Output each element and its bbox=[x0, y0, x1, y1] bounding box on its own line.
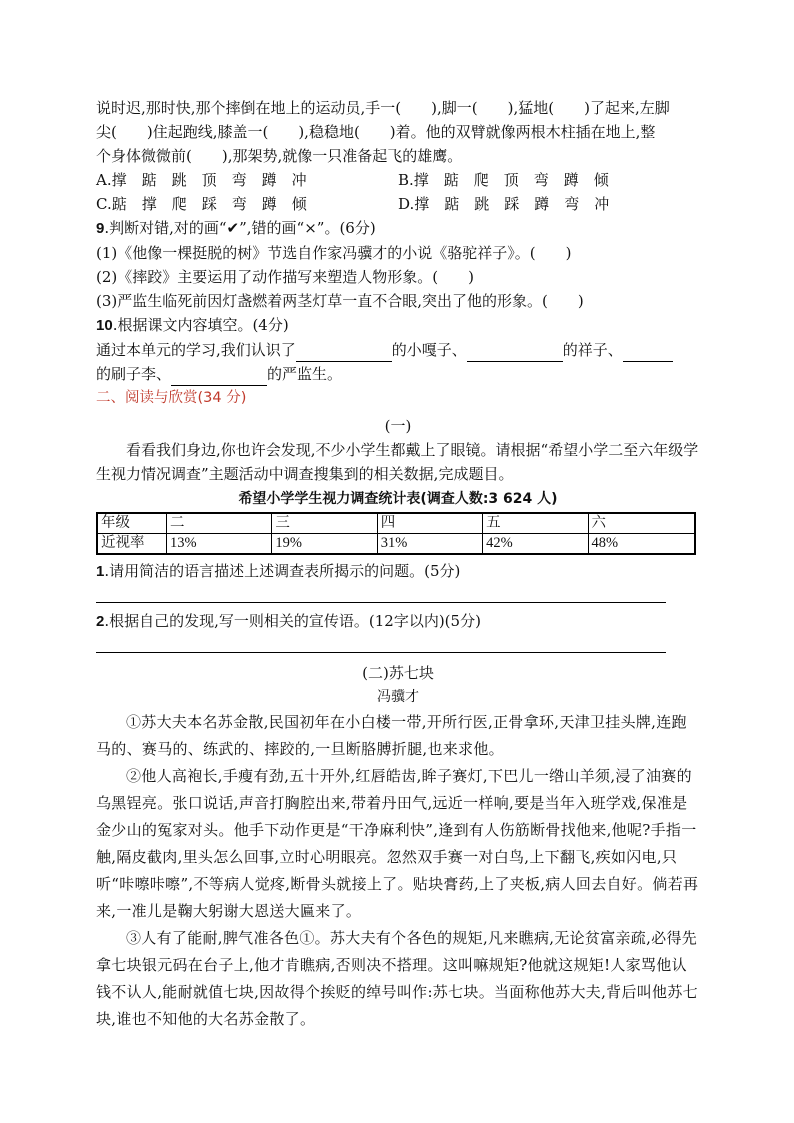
q9-item-1[interactable]: (1)《他像一棵挺脱的树》节选自作家冯骥才的小说《骆驼祥子》。( ) bbox=[96, 244, 572, 262]
vision-table bbox=[96, 512, 696, 555]
q9-item-3[interactable]: (3)严监生临死前因灯盏燃着两茎灯草一直不合眼,突出了他的形象。( ) bbox=[96, 292, 584, 310]
q10-text: 的刷子李、 bbox=[96, 365, 172, 383]
reading-1-heading: (一) bbox=[384, 417, 412, 435]
q9-stem bbox=[96, 216, 700, 241]
q2-text: .根据自己的发现,写一则相关的宣传语。(12字以内)(5分) bbox=[104, 612, 481, 630]
table-cell: 近视率 bbox=[97, 534, 167, 555]
reading-1-intro: 看看我们身边,你也许会发现,不少小学生都戴上了眼镜。请根据“希望小学二至六年级学生视力情况调查”主题活动中调查搜集到的相关数据,完成题目。 bbox=[96, 441, 699, 483]
table-cell: 19% bbox=[272, 534, 377, 555]
reading-1-q1 bbox=[96, 559, 700, 584]
q10-text: 的小嘎子、 bbox=[391, 341, 467, 359]
answer-line-2[interactable] bbox=[96, 634, 666, 653]
reading-2 bbox=[96, 661, 700, 1033]
table-cell: 五 bbox=[483, 513, 588, 534]
q10-fill-line-2 bbox=[96, 362, 700, 386]
q8-line-1: 说时迟,那时快,那个摔倒在地上的运动员,手一( ),脚一( ),猛地( )了起来,左脚 bbox=[96, 99, 670, 117]
reading-1 bbox=[96, 414, 700, 653]
table-cell: 13% bbox=[167, 534, 272, 555]
q10-stem bbox=[96, 313, 700, 338]
table-cell: 年级 bbox=[97, 513, 167, 534]
table-cell: 二 bbox=[167, 513, 272, 534]
q10-text: 的严监生。 bbox=[267, 365, 343, 383]
q8-line-3: 个身体微微前( ),那架势,就像一只准备起飞的雄鹰。 bbox=[96, 147, 463, 165]
reading-1-q2 bbox=[96, 609, 700, 634]
q8-options-row-1 bbox=[96, 168, 700, 192]
q9-item-2[interactable]: (2)《摔跤》主要运用了动作描写来塑造人物形象。( ) bbox=[96, 268, 474, 286]
q8-line-2: 尖( )住起跑线,膝盖一( ),稳稳地( )着。他的双臂就像两根木柱插在地上,整 bbox=[96, 123, 656, 141]
q9-stem-text: .判断对错,对的画“✔”,错的画“×”。(6分) bbox=[104, 219, 376, 237]
story-paragraph-1: ①苏大夫本名苏金散,民国初年在小白楼一带,开所行医,正骨拿环,天津卫挂头牌,连跑马的、赛马的、练武的、摔跤的,一旦断胳膊折腿,也来求他。 bbox=[96, 713, 687, 758]
q1-number: 1 bbox=[96, 563, 105, 580]
option-d[interactable]: D.撑 踮 跳 踩 蹲 弯 冲 bbox=[398, 195, 610, 213]
q9-number: 9 bbox=[96, 220, 105, 237]
section-2-title: 二、阅读与欣赏(34 分) bbox=[96, 390, 247, 406]
reading-2-author: 冯骥才 bbox=[377, 689, 419, 705]
q10-stem-text: .根据课文内容填空。(4分) bbox=[112, 316, 289, 334]
option-a[interactable]: A.撑 踮 跳 顶 弯 蹲 冲 bbox=[96, 171, 307, 189]
story-paragraph-3: ③人有了能耐,脾气准各色①。苏大夫有个各色的规矩,凡来瞧病,无论贫富亲疏,必得先拿七块银元码在台子上,他才肯瞧病,否则决不搭理。这叫嘛规矩?他就这规矩!人家骂他认钱不认人,能耐就值七块,因故得个挨贬的绰号叫作:苏七块。当面称他苏大夫,背后叫他苏七块,谁也不知他的大名苏金散了。 bbox=[96, 929, 698, 1028]
table-cell: 四 bbox=[377, 513, 482, 534]
reading-2-title: (二)苏七块 bbox=[362, 664, 434, 682]
table-cell: 六 bbox=[588, 513, 695, 534]
q1-text: .请用简洁的语言描述上述调查表所揭示的问题。(5分) bbox=[104, 562, 461, 580]
q10-text: 的祥子、 bbox=[562, 341, 623, 359]
blank-4[interactable] bbox=[171, 367, 267, 386]
blank-1[interactable] bbox=[296, 343, 392, 362]
exam-page bbox=[96, 96, 700, 1033]
option-c[interactable]: C.踮 撑 爬 踩 弯 蹲 倾 bbox=[96, 195, 307, 213]
q10-text: 通过本单元的学习,我们认识了 bbox=[96, 341, 296, 359]
table-header-row bbox=[97, 513, 695, 534]
option-b[interactable]: B.撑 踮 爬 顶 弯 蹲 倾 bbox=[398, 171, 609, 189]
answer-line-1[interactable] bbox=[96, 584, 666, 603]
blank-2[interactable] bbox=[467, 343, 563, 362]
question-10 bbox=[96, 313, 700, 386]
q8-options-row-2 bbox=[96, 192, 700, 216]
q2-number: 2 bbox=[96, 613, 105, 630]
table-cell: 31% bbox=[377, 534, 482, 555]
story-paragraph-2: ②他人高袍长,手瘦有劲,五十开外,红唇皓齿,眸子赛灯,下巴儿一绺山羊须,浸了油赛的乌黑锃亮。张口说话,声音打胸腔出来,带着丹田气,远近一样响,要是当年入班学戏,保准是金少山的冤家对头。他手下动作更是“干净麻利快”,逢到有人伤筋断骨找他来,他呢?手指一触,隔皮截肉,里头怎么回事,立时心明眼亮。忽然双手赛一对白鸟,上下翻飞,疾如闪电,只听“咔嚓咔嚓”,不等病人觉疼,断骨头就接上了。贴块膏药,上了夹板,病人回去自好。倘若再来,一准儿是鞠大躬谢大恩送大匾来了。 bbox=[96, 767, 699, 920]
q10-fill-line-1 bbox=[96, 338, 700, 362]
table-row bbox=[97, 534, 695, 555]
table-cell: 48% bbox=[588, 534, 695, 555]
blank-3[interactable] bbox=[623, 343, 673, 362]
q10-number: 10 bbox=[96, 317, 113, 334]
table-title: 希望小学学生视力调查统计表(调查人数:3 624 人) bbox=[238, 491, 558, 507]
question-8-passage bbox=[96, 96, 700, 216]
table-cell: 42% bbox=[483, 534, 588, 555]
table-cell: 三 bbox=[272, 513, 377, 534]
question-9 bbox=[96, 216, 700, 313]
